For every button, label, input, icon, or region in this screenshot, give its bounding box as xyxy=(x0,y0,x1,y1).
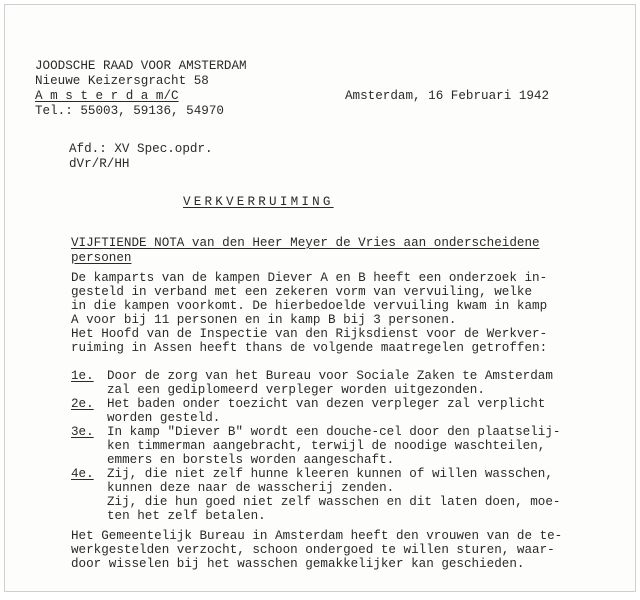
measure-text-line: ken timmerman aangebracht, terwijl de noodige waschteilen, xyxy=(107,439,546,453)
intro-line: gesteld in verband met een zekeren vorm van vervuiling, welke xyxy=(71,285,533,299)
closing-line: werkgestelden verzocht, schoon ondergoed te willen sturen, waar- xyxy=(71,543,555,557)
measure-text-line: Zij, die hun goed niet zelf wasschen en dit laten doen, moe- xyxy=(107,495,561,509)
intro-line: De kamparts van de kampen Diever A en B heeft een onderzoek in- xyxy=(71,271,548,285)
document-page xyxy=(4,4,636,592)
letterhead-city: A m s t e r d a m/C xyxy=(35,89,179,103)
measure-text-line: In kamp "Diever B" wordt een douche-cel door den plaatselij- xyxy=(107,425,561,439)
letterhead-phone: Tel.: 55003, 59136, 54970 xyxy=(35,104,224,118)
measure-text-line: Zij, die niet zelf hunne kleeren kunnen of willen wasschen, xyxy=(107,467,553,481)
measure-number: 3e. xyxy=(71,425,94,439)
intro-line: ruiming in Assen heeft thans de volgende maatregelen getroffen: xyxy=(71,341,548,355)
intro-line: in die kampen voorkomt. De hierbedoelde vervuiling kwam in kamp xyxy=(71,299,548,313)
intro-line: Het Hoofd van de Inspectie van den Rijksdienst voor de Werkver- xyxy=(71,327,548,341)
letterhead-org: JOODSCHE RAAD VOOR AMSTERDAM xyxy=(35,59,247,73)
letter-date: Amsterdam, 16 Februari 1942 xyxy=(345,89,550,103)
reference-line: dVr/R/HH xyxy=(69,157,130,171)
measure-text-line: worden gesteld. xyxy=(107,411,221,425)
closing-line: door wisselen bij het wasschen gemakkelijker kan geschieden. xyxy=(71,557,525,571)
intro-line: A voor bij 11 personen en in kamp B bij 3 personen. xyxy=(71,313,457,327)
department-line: Afd.: XV Spec.opdr. xyxy=(69,142,213,156)
measure-text-line: Door de zorg van het Bureau voor Sociale Zaken te Amsterdam xyxy=(107,369,553,383)
measure-text-line: kunnen deze naar de wasscherij zenden. xyxy=(107,481,395,495)
measure-text-line: Het baden onder toezicht van dezen verpleger zal verplicht xyxy=(107,397,546,411)
letterhead-street: Nieuwe Keizersgracht 58 xyxy=(35,74,209,88)
measure-number: 4e. xyxy=(71,467,94,481)
measure-number: 2e. xyxy=(71,397,94,411)
measure-text-line: emmers en borstels worden aangeschaft. xyxy=(107,453,395,467)
subject-line: VIJFTIENDE NOTA van den Heer Meyer de Vries aan onderscheidene xyxy=(71,236,540,250)
document-title: VERKVERRUIMING xyxy=(183,195,334,209)
closing-line: Het Gemeentelijk Bureau in Amsterdam heeft den vrouwen van de te- xyxy=(71,529,563,543)
measure-text-line: zal een gediplomeerd verpleger worden uitgezonden. xyxy=(107,383,485,397)
measure-text-line: ten het zelf betalen. xyxy=(107,509,266,523)
subject-line-continued: personen xyxy=(71,251,132,265)
measure-number: 1e. xyxy=(71,369,94,383)
